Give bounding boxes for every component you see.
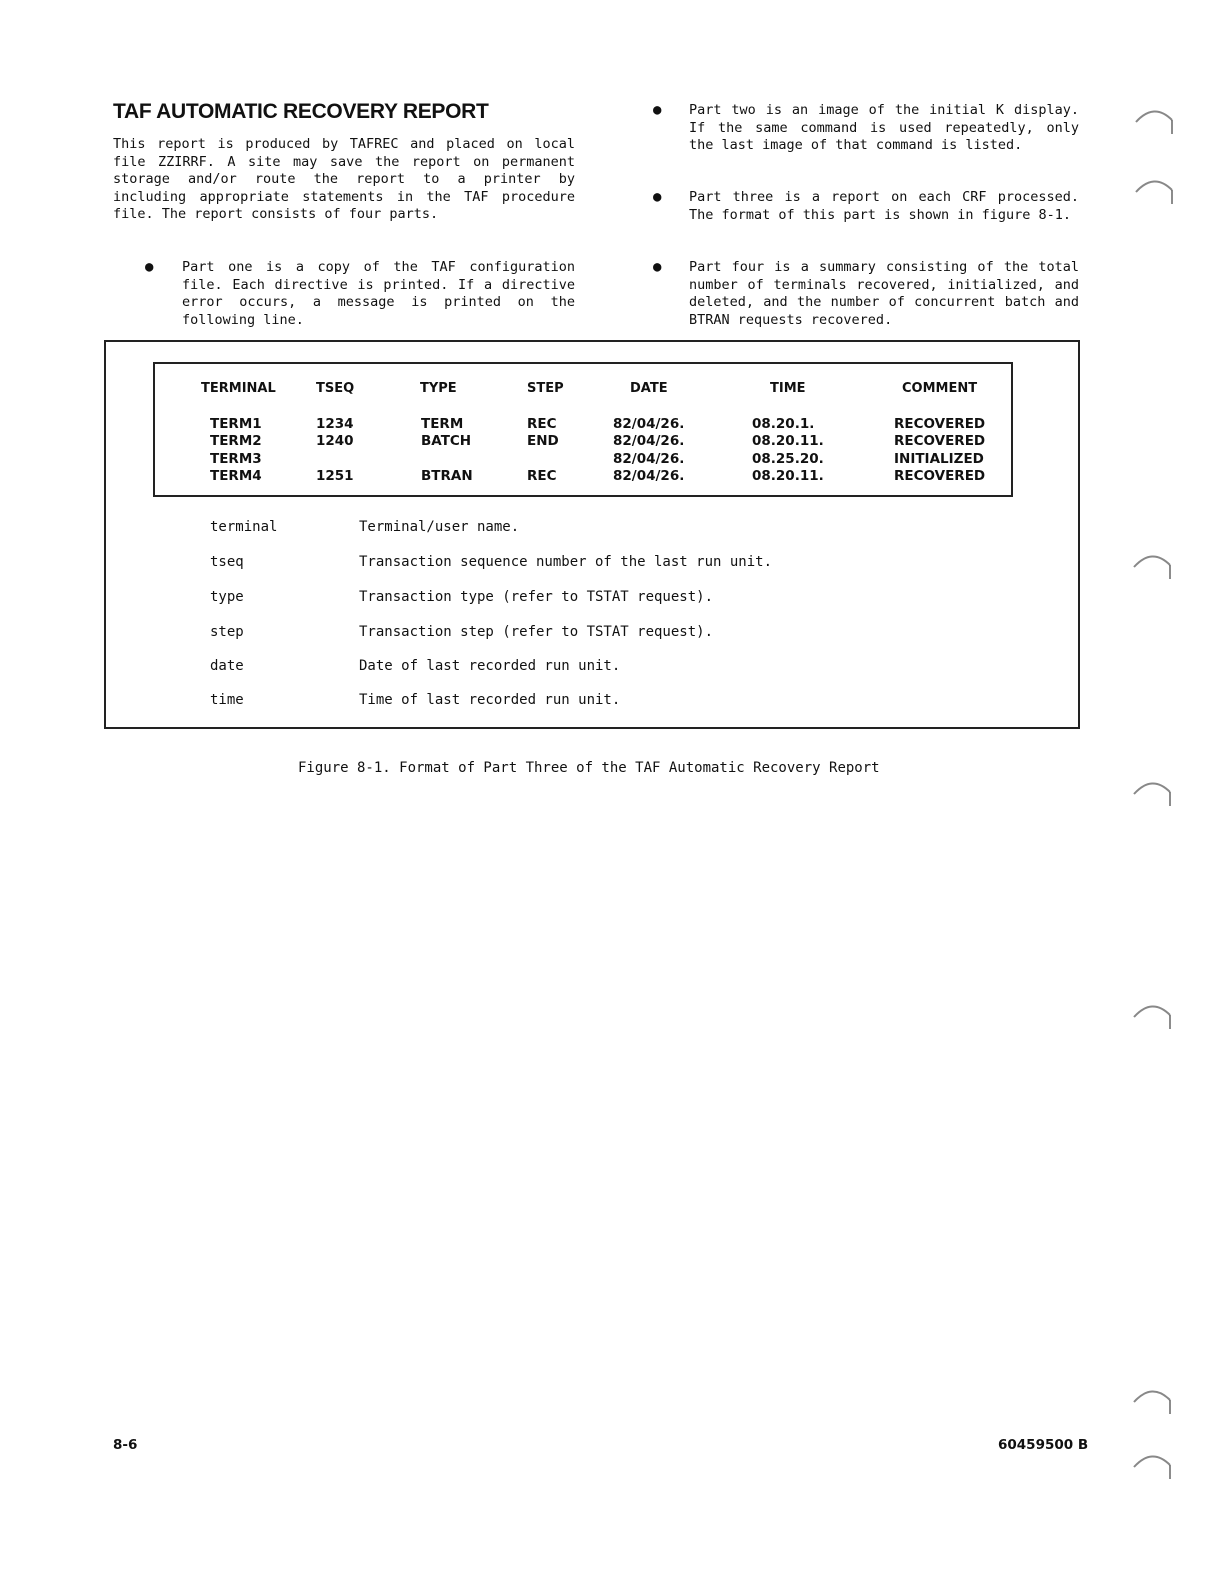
bullet-marker: ● [653,189,662,205]
table-header: STEP [527,381,564,396]
definition-desc: Transaction step (refer to TSTAT request). [359,624,714,640]
table-cell: RECOVERED [894,468,986,484]
bullet-marker: ● [145,259,154,275]
table-cell: 08.20.11. [752,433,824,449]
table-cell: 08.25.20. [752,451,824,467]
table-cell: 1251 [316,468,354,484]
definition-desc: Transaction type (refer to TSTAT request). [359,589,714,605]
table-cell: 82/04/26. [613,433,685,449]
table-cell: 82/04/26. [613,468,685,484]
binder-hole-icon [1132,170,1182,220]
definition-desc: Date of last recorded run unit. [359,658,621,674]
table-cell: TERM [421,416,464,432]
bullet-part-three: Part three is a report on each CRF processed. The format of this part is shown in figure 8-1. [689,189,1079,223]
binder-hole-icon [1130,772,1180,822]
report-table-frame [153,362,1013,497]
table-cell: 1234 [316,416,354,432]
table-cell: 08.20.11. [752,468,824,484]
table-cell: TERM1 [210,416,262,432]
table-cell: TERM4 [210,468,262,484]
table-header: TERMINAL [201,381,276,396]
definition-term: tseq [210,554,244,570]
binder-hole-icon [1130,995,1180,1045]
bullet-part-one: Part one is a copy of the TAF configuration file. Each directive is printed. If a directive error occurs, a message is printed on the following line. [182,259,575,328]
definition-term: step [210,624,244,640]
table-header: DATE [630,381,668,396]
binder-hole-icon [1130,1380,1180,1430]
table-cell: TERM3 [210,451,262,467]
table-cell: TERM2 [210,433,262,449]
document-number: 60459500 B [998,1437,1089,1453]
table-header: TSEQ [316,381,355,396]
page-number: 8-6 [113,1437,138,1453]
definition-term: terminal [210,519,278,535]
binder-hole-icon [1132,100,1182,150]
table-cell: 08.20.1. [752,416,815,432]
definition-desc: Time of last recorded run unit. [359,692,621,708]
binder-hole-icon [1130,1445,1180,1495]
table-cell: 1240 [316,433,354,449]
bullet-marker: ● [653,259,662,275]
table-cell: 82/04/26. [613,451,685,467]
definition-term: type [210,589,244,605]
section-heading: TAF AUTOMATIC RECOVERY REPORT [113,100,489,123]
table-cell: REC [527,468,557,484]
table-cell: INITIALIZED [894,451,984,467]
table-cell: RECOVERED [894,433,986,449]
binder-hole-icon [1130,545,1180,595]
bullet-part-two: Part two is an image of the initial K display. If the same command is used repeatedly, only the last image of that command is listed. [689,102,1079,153]
definition-desc: Transaction sequence number of the last run unit. [359,554,773,570]
definition-term: date [210,658,244,674]
bullet-marker: ● [653,102,662,118]
definition-term: time [210,692,244,708]
table-cell: BTRAN [421,468,473,484]
table-cell: BATCH [421,433,472,449]
intro-paragraph: This report is produced by TAFREC and placed on local file ZZIRRF. A site may save the report on permanent storage and/or route the report to a printer by including appropriate statements in the TAF procedure file. The report consists of four parts. [113,136,575,222]
definition-desc: Terminal/user name. [359,519,520,535]
table-header: TYPE [420,381,457,396]
table-header: TIME [770,381,806,396]
bullet-part-four: Part four is a summary consisting of the total number of terminals recovered, initialized, and deleted, and the number of concurrent batch and BTRAN requests recovered. [689,259,1079,328]
table-cell: END [527,433,559,449]
table-cell: 82/04/26. [613,416,685,432]
figure-caption: Figure 8-1. Format of Part Three of the TAF Automatic Recovery Report [298,760,880,776]
table-cell: REC [527,416,557,432]
table-header: COMMENT [902,381,978,396]
table-cell: RECOVERED [894,416,986,432]
